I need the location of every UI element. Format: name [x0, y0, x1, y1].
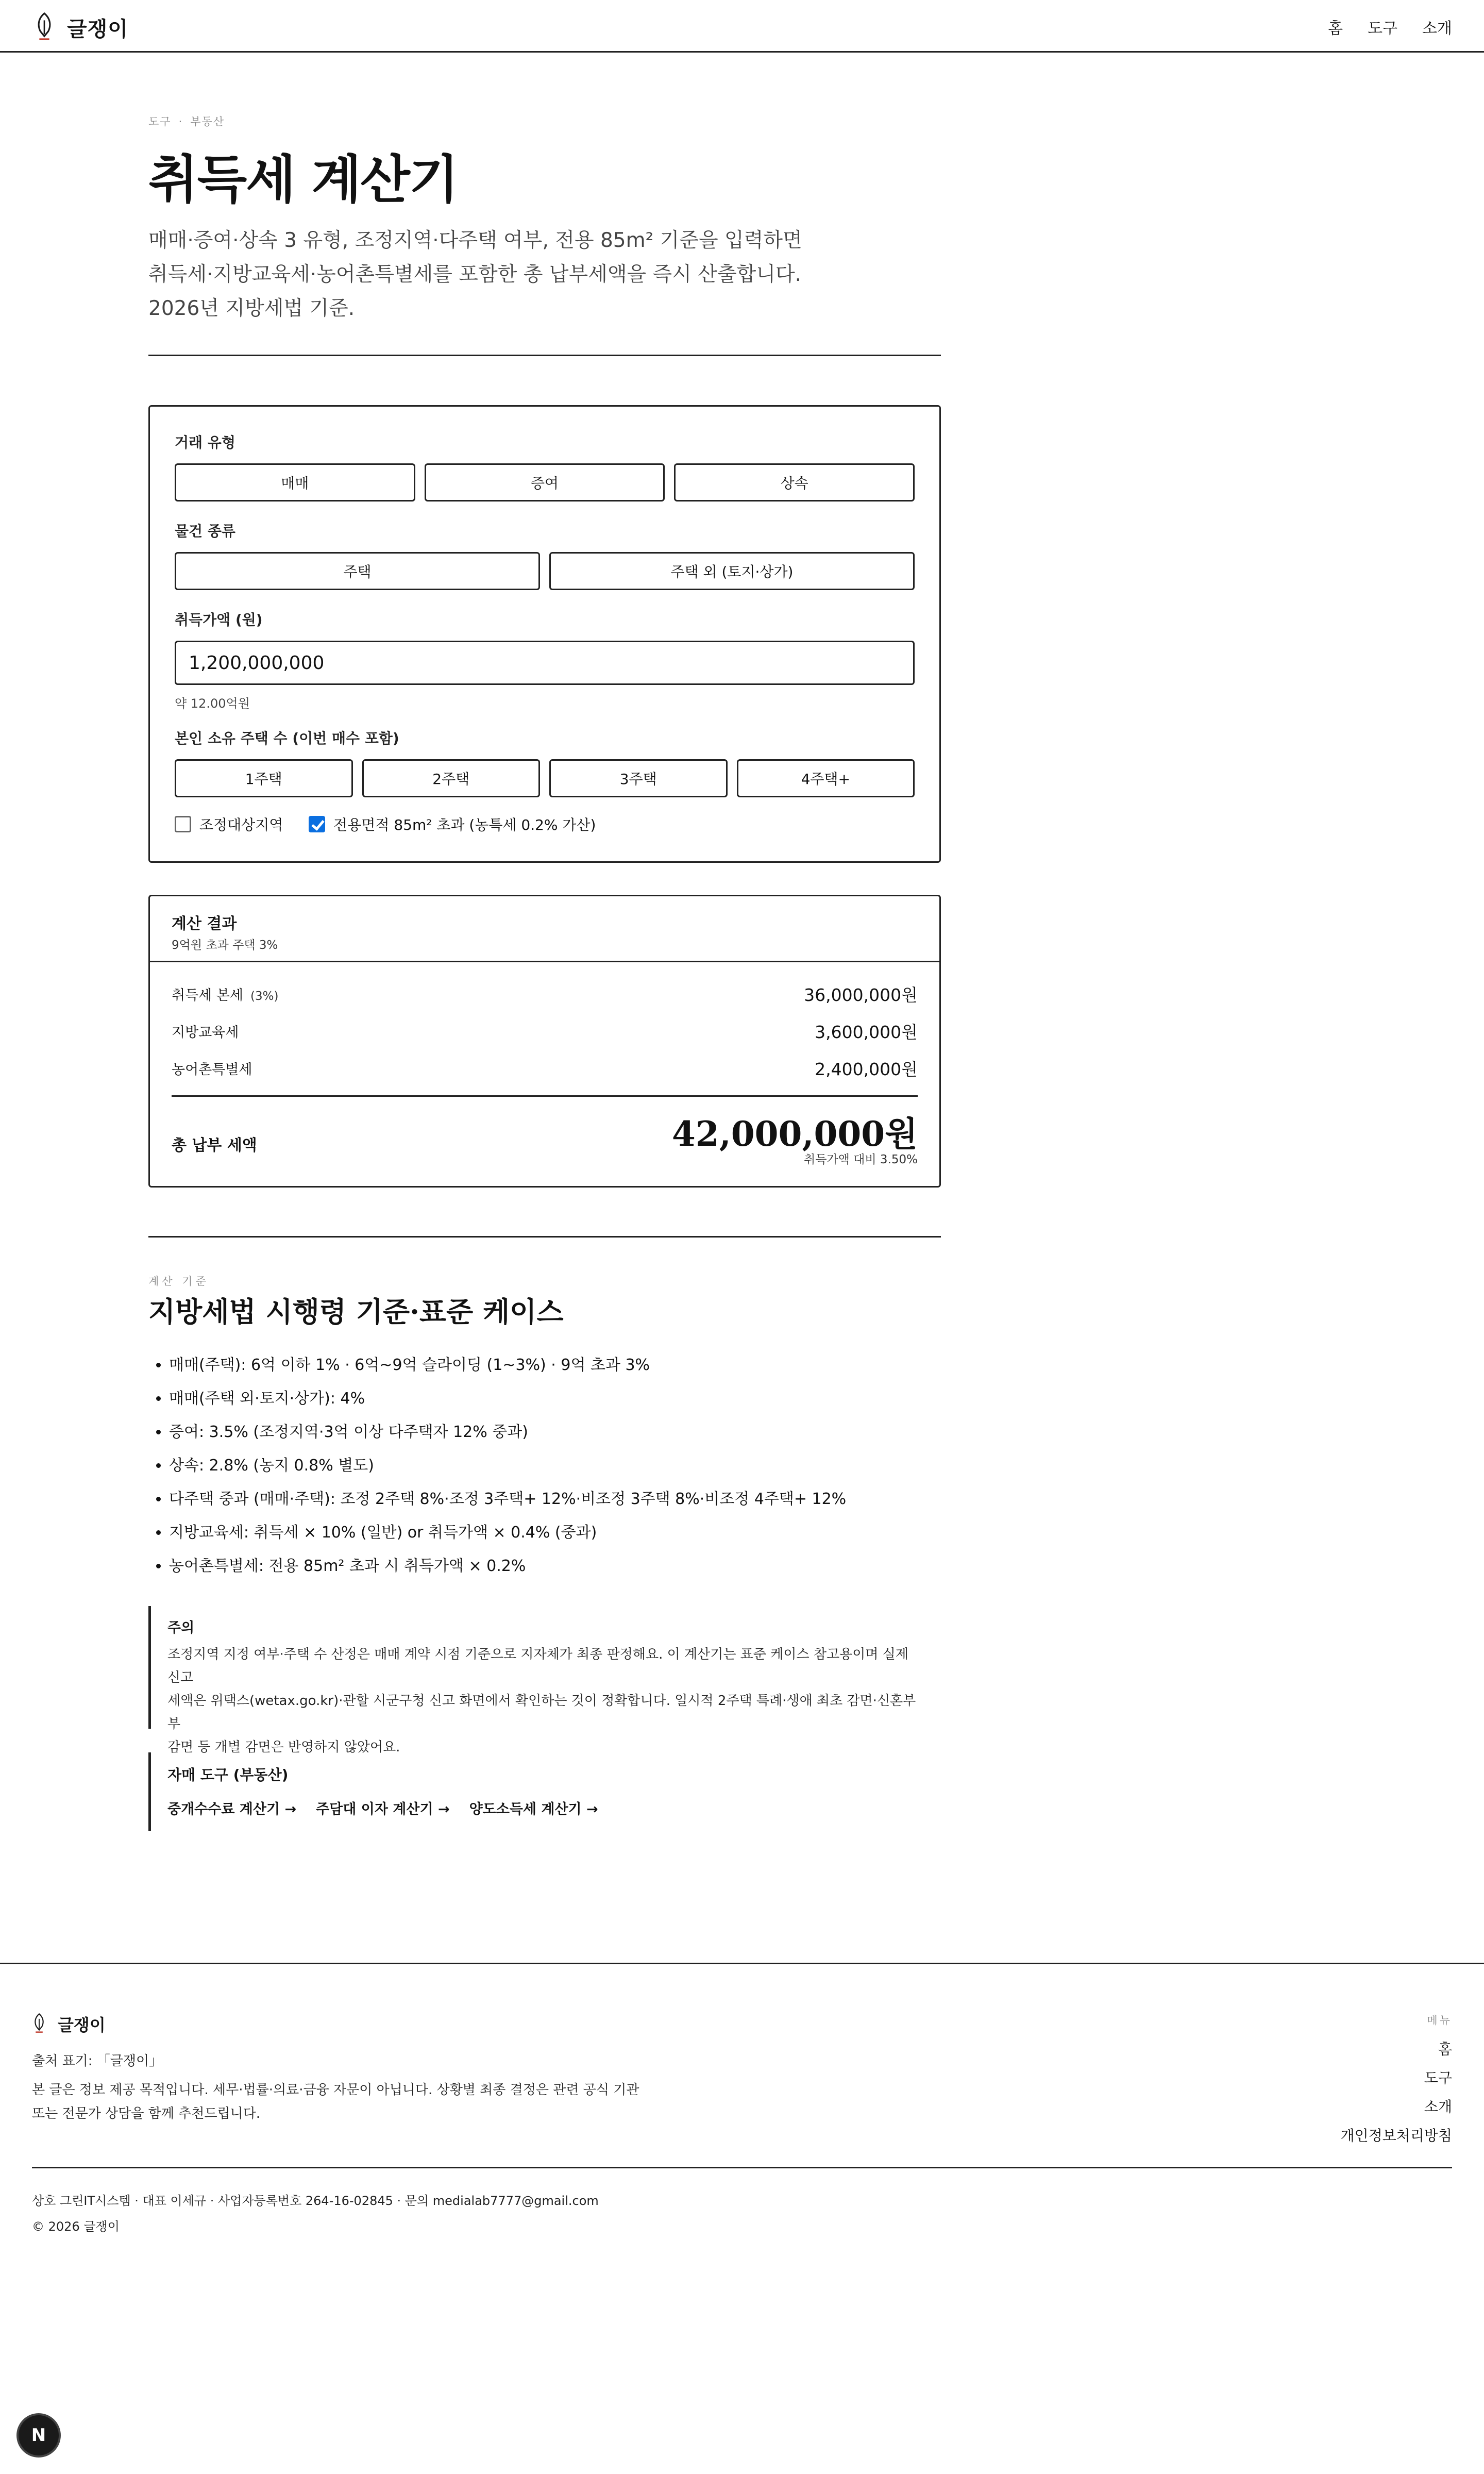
footer-copyright: © 2026 글쟁이 — [32, 2219, 120, 2234]
property-non-house-button[interactable]: 주택 외 (토지·상가) — [549, 552, 915, 590]
house-count-2-button[interactable]: 2주택 — [362, 759, 541, 797]
row-value: 36,000,000원 — [804, 985, 918, 1005]
price-label: 취득가액 (원) — [175, 611, 263, 628]
trade-type-sale-button[interactable]: 매매 — [175, 463, 415, 502]
house-count-group — [175, 759, 915, 797]
result-row-acquisition-tax — [172, 982, 918, 1006]
trade-type-label: 거래 유형 — [175, 434, 235, 451]
list-item: • 증여: 3.5% (조정지역·3억 이상 다주택자 12% 중과) — [169, 1415, 962, 1449]
trade-type-group — [175, 463, 915, 502]
related-links — [167, 1798, 598, 1818]
result-subtitle: 9억원 초과 주택 3% — [172, 939, 278, 952]
house-count-4plus-button[interactable]: 4주택+ — [737, 759, 915, 797]
note-line: 세액은 위택스(wetax.go.kr)·관할 시군구청 신고 화면에서 확인하는 것이 정확합니다. 일시적 2주택 특례·생애 최초 감면·신혼부부 — [167, 1693, 916, 1732]
list-item: • 매매(주택 외·토지·상가): 4% — [169, 1382, 962, 1415]
total-label: 총 납부 세액 — [172, 1136, 257, 1155]
top-navbar — [0, 0, 1484, 53]
note-body — [167, 1643, 920, 1759]
calculator-form — [148, 405, 941, 863]
house-count-1-button[interactable]: 1주택 — [175, 759, 353, 797]
house-count-label: 본인 소유 주택 수 (이번 매수 포함) — [175, 730, 399, 747]
list-item: • 지방교육세: 취득세 × 10% (일반) or 취득가액 × 0.4% (중과) — [169, 1516, 962, 1549]
site-logo[interactable] — [34, 12, 128, 42]
result-header — [150, 896, 939, 962]
quill-nib-icon — [34, 12, 55, 42]
lede-line: 취득세·지방교육세·농어촌특별세를 포함한 총 납부세액을 즉시 산출합니다. — [148, 263, 802, 286]
note-line: 감면 등 개별 감면은 반영하지 않았어요. — [167, 1740, 400, 1755]
page-description — [148, 224, 921, 326]
footer-menu-heading: 메뉴 — [1427, 2014, 1452, 2027]
property-house-button[interactable]: 주택 — [175, 552, 540, 590]
page-title: 취득세 계산기 — [148, 149, 458, 210]
price-hint: 약 12.00억원 — [175, 696, 250, 711]
list-item: • 농어촌특별세: 전용 85m² 초과 시 취득가액 × 0.2% — [169, 1549, 962, 1583]
footer-divider — [0, 1963, 1484, 1964]
nav-about[interactable]: 소개 — [1422, 20, 1452, 38]
result-row-education-tax — [172, 1019, 918, 1043]
list-item: • 상속: 2.8% (농지 0.8% 별도) — [169, 1449, 962, 1482]
result-row-rural-tax — [172, 1056, 918, 1080]
area-85-checkbox[interactable] — [309, 814, 596, 834]
disclaimer-line: 또는 전문가 상담을 함께 추천드립니다. — [32, 2106, 261, 2121]
caution-note — [148, 1606, 941, 1755]
options-row — [175, 814, 915, 834]
related-tools — [148, 1752, 941, 1831]
footer-source: 출처 표기: 「글쟁이」 — [32, 2053, 163, 2069]
nextjs-dev-badge-icon[interactable]: N — [19, 2415, 59, 2455]
footer-menu — [1341, 2012, 1452, 2150]
list-item: • 매매(주택): 6억 이하 1% · 6억~9억 슬라이딩 (1~3%) · 9억 초과 3% — [169, 1348, 962, 1382]
area-85-label: 전용면적 85m² 초과 (농특세 0.2% 가산) — [333, 816, 596, 833]
footer-site-name: 글쟁이 — [58, 2015, 106, 2035]
note-line: 조정지역 지정 여부·주택 수 산정은 매매 계약 시점 기준으로 지자체가 최종 판정해요. 이 계산기는 표준 케이스 참고용이며 실제 신고 — [167, 1647, 908, 1685]
footer-link-home[interactable]: 홈 — [1438, 2041, 1452, 2058]
link-mortgage-interest-calculator[interactable]: 주담대 이자 계산기 → — [316, 1801, 450, 1817]
link-brokerage-fee-calculator[interactable]: 중개수수료 계산기 → — [167, 1801, 297, 1817]
footer-logo[interactable] — [32, 2012, 106, 2036]
adjusted-area-checkbox[interactable] — [175, 814, 283, 834]
note-title: 주의 — [167, 1620, 195, 1636]
house-count-3-button[interactable]: 3주택 — [549, 759, 728, 797]
total-ratio: 취득가액 대비 3.50% — [804, 1153, 918, 1166]
breadcrumb-realestate[interactable]: 부동산 — [190, 115, 225, 128]
row-label: 농어촌특별세 — [172, 1062, 252, 1078]
row-label: 지방교육세 — [172, 1025, 239, 1041]
result-divider — [172, 1095, 918, 1097]
nav-tools[interactable]: 도구 — [1368, 20, 1398, 38]
total-value: 42,000,000원 — [671, 1114, 918, 1154]
basis-list — [148, 1348, 962, 1583]
price-input[interactable] — [175, 641, 915, 685]
list-item: • 다주택 중과 (매매·주택): 조정 2주택 8%·조정 3주택+ 12%·비조정 3주택 8%·비조정 4주택+ 12% — [169, 1482, 962, 1516]
checkbox-unchecked-icon[interactable] — [175, 816, 191, 832]
property-type-group — [175, 552, 915, 590]
footer-link-tools[interactable]: 도구 — [1424, 2069, 1452, 2086]
section-eyebrow: 계산 기준 — [148, 1275, 209, 1288]
footer-company-info: 상호 그린IT시스템 · 대표 이세규 · 사업자등록번호 264-16-02845 · 문의 medialab7777@gmail.com — [32, 2194, 599, 2208]
footer-link-privacy[interactable]: 개인정보처리방침 — [1340, 2127, 1452, 2144]
section-title: 지방세법 시행령 기준·표준 케이스 — [148, 1295, 564, 1328]
quill-nib-icon — [32, 2013, 46, 2035]
row-rate: (3%) — [250, 990, 279, 1003]
result-title: 계산 결과 — [172, 915, 237, 933]
main-nav — [1328, 15, 1452, 38]
nav-home[interactable]: 홈 — [1328, 20, 1343, 38]
breadcrumb-tools[interactable]: 도구 — [148, 115, 172, 128]
related-title: 자매 도구 (부동산) — [167, 1766, 289, 1783]
row-value: 2,400,000원 — [815, 1059, 918, 1079]
row-label: 취득세 본세 — [172, 988, 243, 1004]
footer-disclaimer — [32, 2078, 650, 2126]
trade-type-inheritance-button[interactable]: 상속 — [674, 463, 915, 502]
result-panel — [148, 895, 941, 1188]
divider — [148, 1236, 941, 1238]
disclaimer-line: 본 글은 정보 제공 목적입니다. 세무·법률·의료·금융 자문이 아닙니다. 상황별 최종 결정은 관련 공식 기관 — [32, 2082, 639, 2098]
breadcrumb: 도구 · 부동산 — [148, 115, 225, 128]
property-type-label: 물건 종류 — [175, 523, 235, 540]
lede-line: 2026년 지방세법 기준. — [148, 297, 355, 320]
link-capital-gains-tax-calculator[interactable]: 양도소득세 계산기 → — [469, 1801, 598, 1817]
row-value: 3,600,000원 — [815, 1022, 918, 1042]
footer-link-about[interactable]: 소개 — [1424, 2098, 1452, 2115]
checkbox-checked-icon[interactable] — [309, 816, 325, 832]
footer-divider — [32, 2167, 1452, 2168]
adjusted-area-label: 조정대상지역 — [199, 816, 283, 833]
divider — [148, 355, 941, 356]
lede-line: 매매·증여·상속 3 유형, 조정지역·다주택 여부, 전용 85m² 기준을 입력하면 — [148, 229, 802, 252]
site-name: 글쟁이 — [67, 17, 128, 41]
trade-type-gift-button[interactable]: 증여 — [425, 463, 665, 502]
